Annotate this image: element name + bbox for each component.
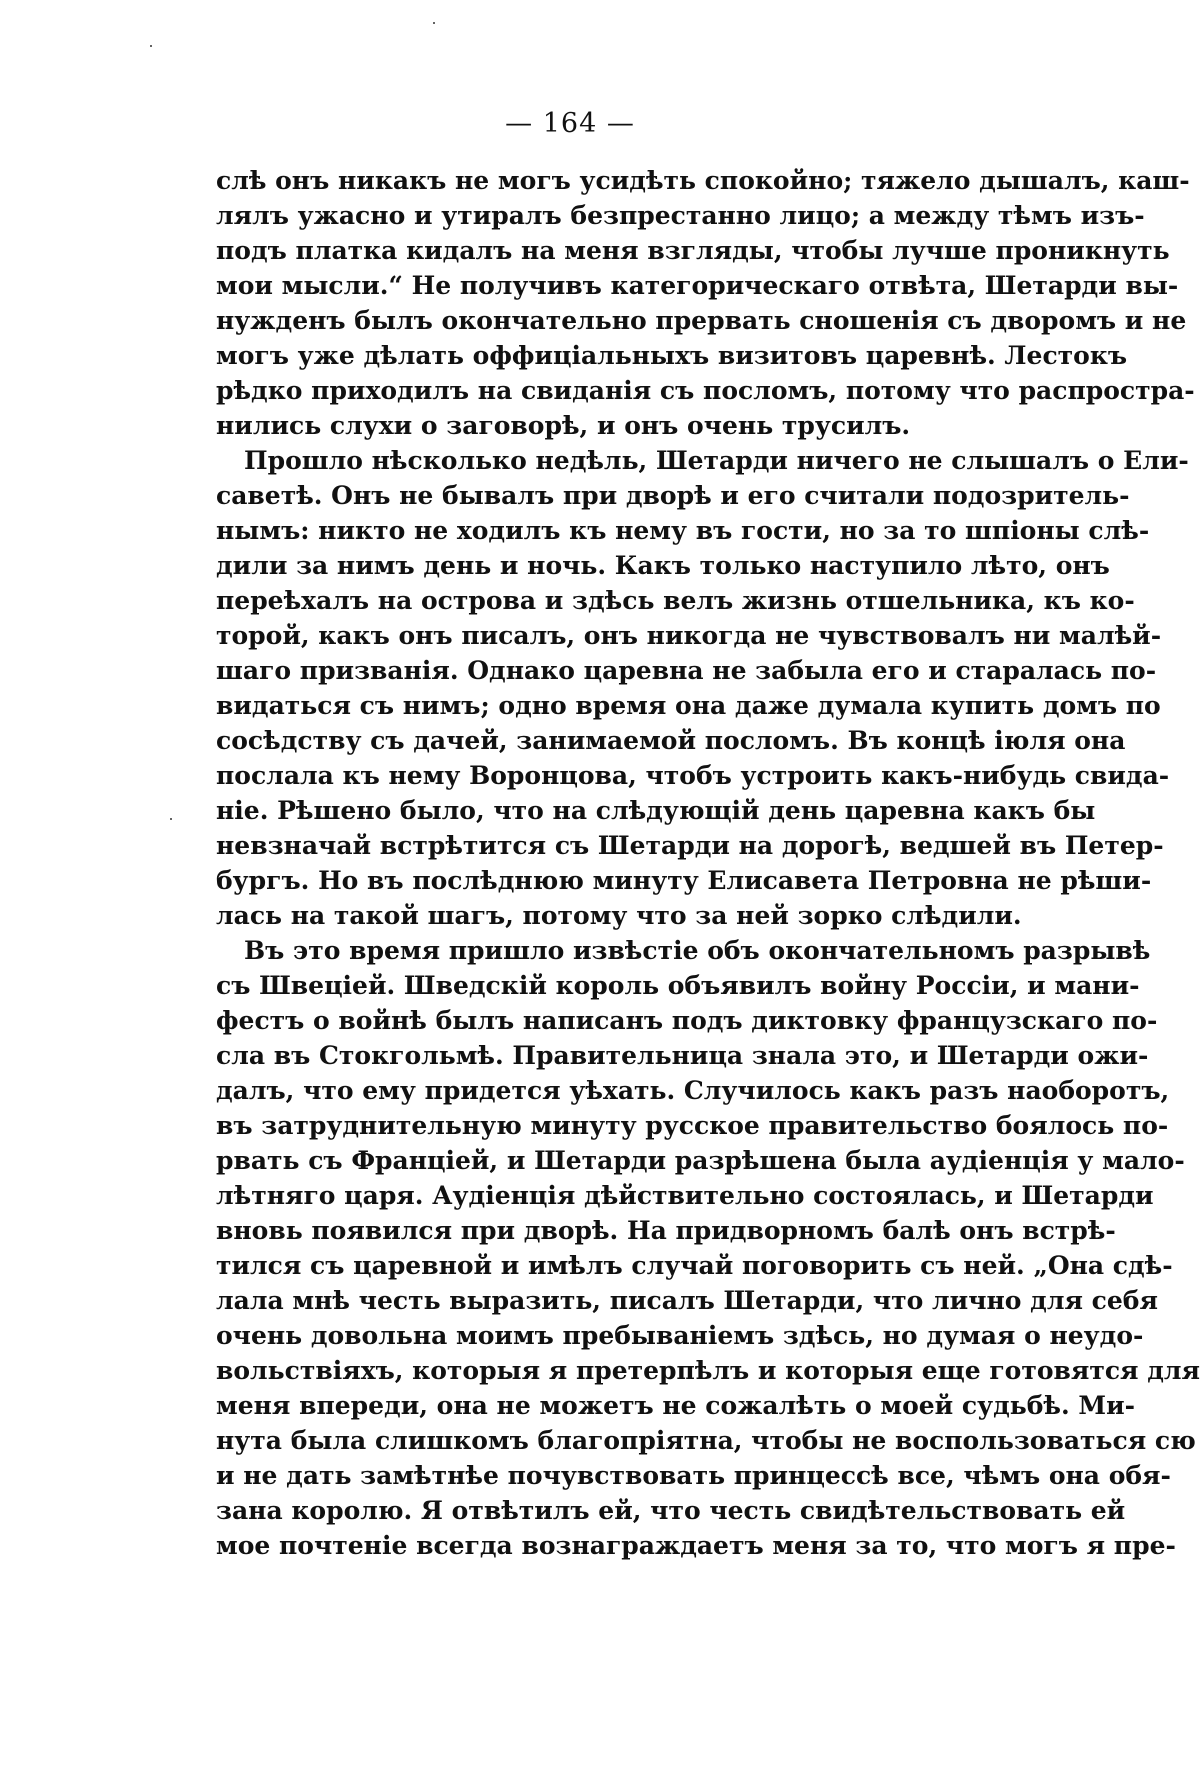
text-line: далъ, что ему придется уѣхать. Случилось какъ разъ наоборотъ, xyxy=(216,1076,1170,1105)
text-line: дили за нимъ день и ночь. Какъ только наступило лѣто, онъ xyxy=(216,551,1110,580)
text-line: и не дать замѣтнѣе почувствовать принцессѣ все, чѣмъ она обя- xyxy=(216,1461,1171,1490)
text-line: сла въ Стокгольмѣ. Правительница знала это, и Шетарди ожи- xyxy=(216,1041,1149,1070)
text-line: видаться съ нимъ; одно время она даже думала купить домъ по xyxy=(216,691,1161,720)
print-speck xyxy=(170,818,172,820)
text-line: вольствіяхъ, которыя я претерпѣлъ и которыя еще готовятся для xyxy=(216,1356,1200,1385)
text-line: нута была слишкомъ благопріятна, чтобы не воспользоваться сю xyxy=(216,1426,1196,1455)
text-line: Въ это время пришло извѣстіе объ окончательномъ разрывѣ xyxy=(244,936,1151,965)
text-line: лѣтняго царя. Аудіенція дѣйствительно состоялась, и Шетарди xyxy=(216,1181,1154,1210)
text-line: вновь появился при дворѣ. На придворномъ балѣ онъ встрѣ- xyxy=(216,1216,1116,1245)
text-line: фестъ о войнѣ былъ написанъ подъ диктовку французскаго по- xyxy=(216,1006,1158,1035)
text-line: шаго призванія. Однако царевна не забыла его и старалась по- xyxy=(216,656,1157,685)
print-speck xyxy=(433,22,435,24)
text-line: нужденъ былъ окончательно прервать сношенія съ дворомъ и не xyxy=(216,306,1187,335)
text-line: подъ платка кидалъ на меня взгляды, чтобы лучше проникнуть xyxy=(216,236,1170,265)
text-line: нились слухи о заговорѣ, и онъ очень трусилъ. xyxy=(216,411,911,440)
text-line: послала къ нему Воронцова, чтобъ устроить какъ-нибудь свида- xyxy=(216,761,1170,790)
text-line: переѣхалъ на острова и здѣсь велъ жизнь отшельника, къ ко- xyxy=(216,586,1135,615)
text-line: тился съ царевной и имѣлъ случай поговорить съ ней. „Она сдѣ- xyxy=(216,1251,1173,1280)
text-line: невзначай встрѣтится съ Шетарди на дорогѣ, ведшей въ Петер- xyxy=(216,831,1164,860)
text-line: саветѣ. Онъ не бывалъ при дворѣ и его считали подозритель- xyxy=(216,481,1130,510)
text-line: бургъ. Но въ послѣднюю минуту Елисавета Петровна не рѣши- xyxy=(216,866,1152,895)
text-line: Прошло нѣсколько недѣль, Шетарди ничего не слышалъ о Ели- xyxy=(244,446,1189,475)
text-line: могъ уже дѣлать оффиціальныхъ визитовъ царевнѣ. Лестокъ xyxy=(216,341,1128,370)
text-line: лась на такой шагъ, потому что за ней зорко слѣдили. xyxy=(216,901,1022,930)
text-line: рвать съ Франціей, и Шетарди разрѣшена была аудіенція у мало- xyxy=(216,1146,1185,1175)
page-number: — 164 — xyxy=(505,108,635,139)
text-line: сосѣдству съ дачей, занимаемой посломъ. Въ концѣ іюля она xyxy=(216,726,1126,755)
text-line: очень довольна моимъ пребываніемъ здѣсь, но думая о неудо- xyxy=(216,1321,1144,1350)
text-line: рѣдко приходилъ на свиданія съ посломъ, потому что распростра- xyxy=(216,376,1195,405)
text-line: слѣ онъ никакъ не могъ усидѣть спокойно; тяжело дышалъ, каш- xyxy=(216,166,1190,195)
text-line: нымъ: никто не ходилъ къ нему въ гости, но за то шпіоны слѣ- xyxy=(216,516,1150,545)
text-line: мое почтеніе всегда вознаграждаетъ меня за то, что могъ я пре- xyxy=(216,1531,1176,1560)
text-line: въ затруднительную минуту русское правительство боялось по- xyxy=(216,1111,1169,1140)
text-line: торой, какъ онъ писалъ, онъ никогда не чувствовалъ ни малѣй- xyxy=(216,621,1162,650)
text-line: ніе. Рѣшено было, что на слѣдующій день царевна какъ бы xyxy=(216,796,1096,825)
text-line: съ Швеціей. Шведскій король объявилъ войну Россіи, и мани- xyxy=(216,971,1140,1000)
text-line: меня впереди, она не можетъ не сожалѣть о моей судьбѣ. Ми- xyxy=(216,1391,1136,1420)
print-speck xyxy=(150,45,152,47)
text-line: лялъ ужасно и утиралъ безпрестанно лицо; а между тѣмъ изъ- xyxy=(216,201,1145,230)
text-line: мои мысли.“ Не получивъ категорическаго отвѣта, Шетарди вы- xyxy=(216,271,1179,300)
text-line: лала мнѣ честь выразить, писалъ Шетарди, что лично для себя xyxy=(216,1286,1158,1315)
text-line: зана королю. Я отвѣтилъ ей, что честь свидѣтельствовать ей xyxy=(216,1496,1126,1525)
